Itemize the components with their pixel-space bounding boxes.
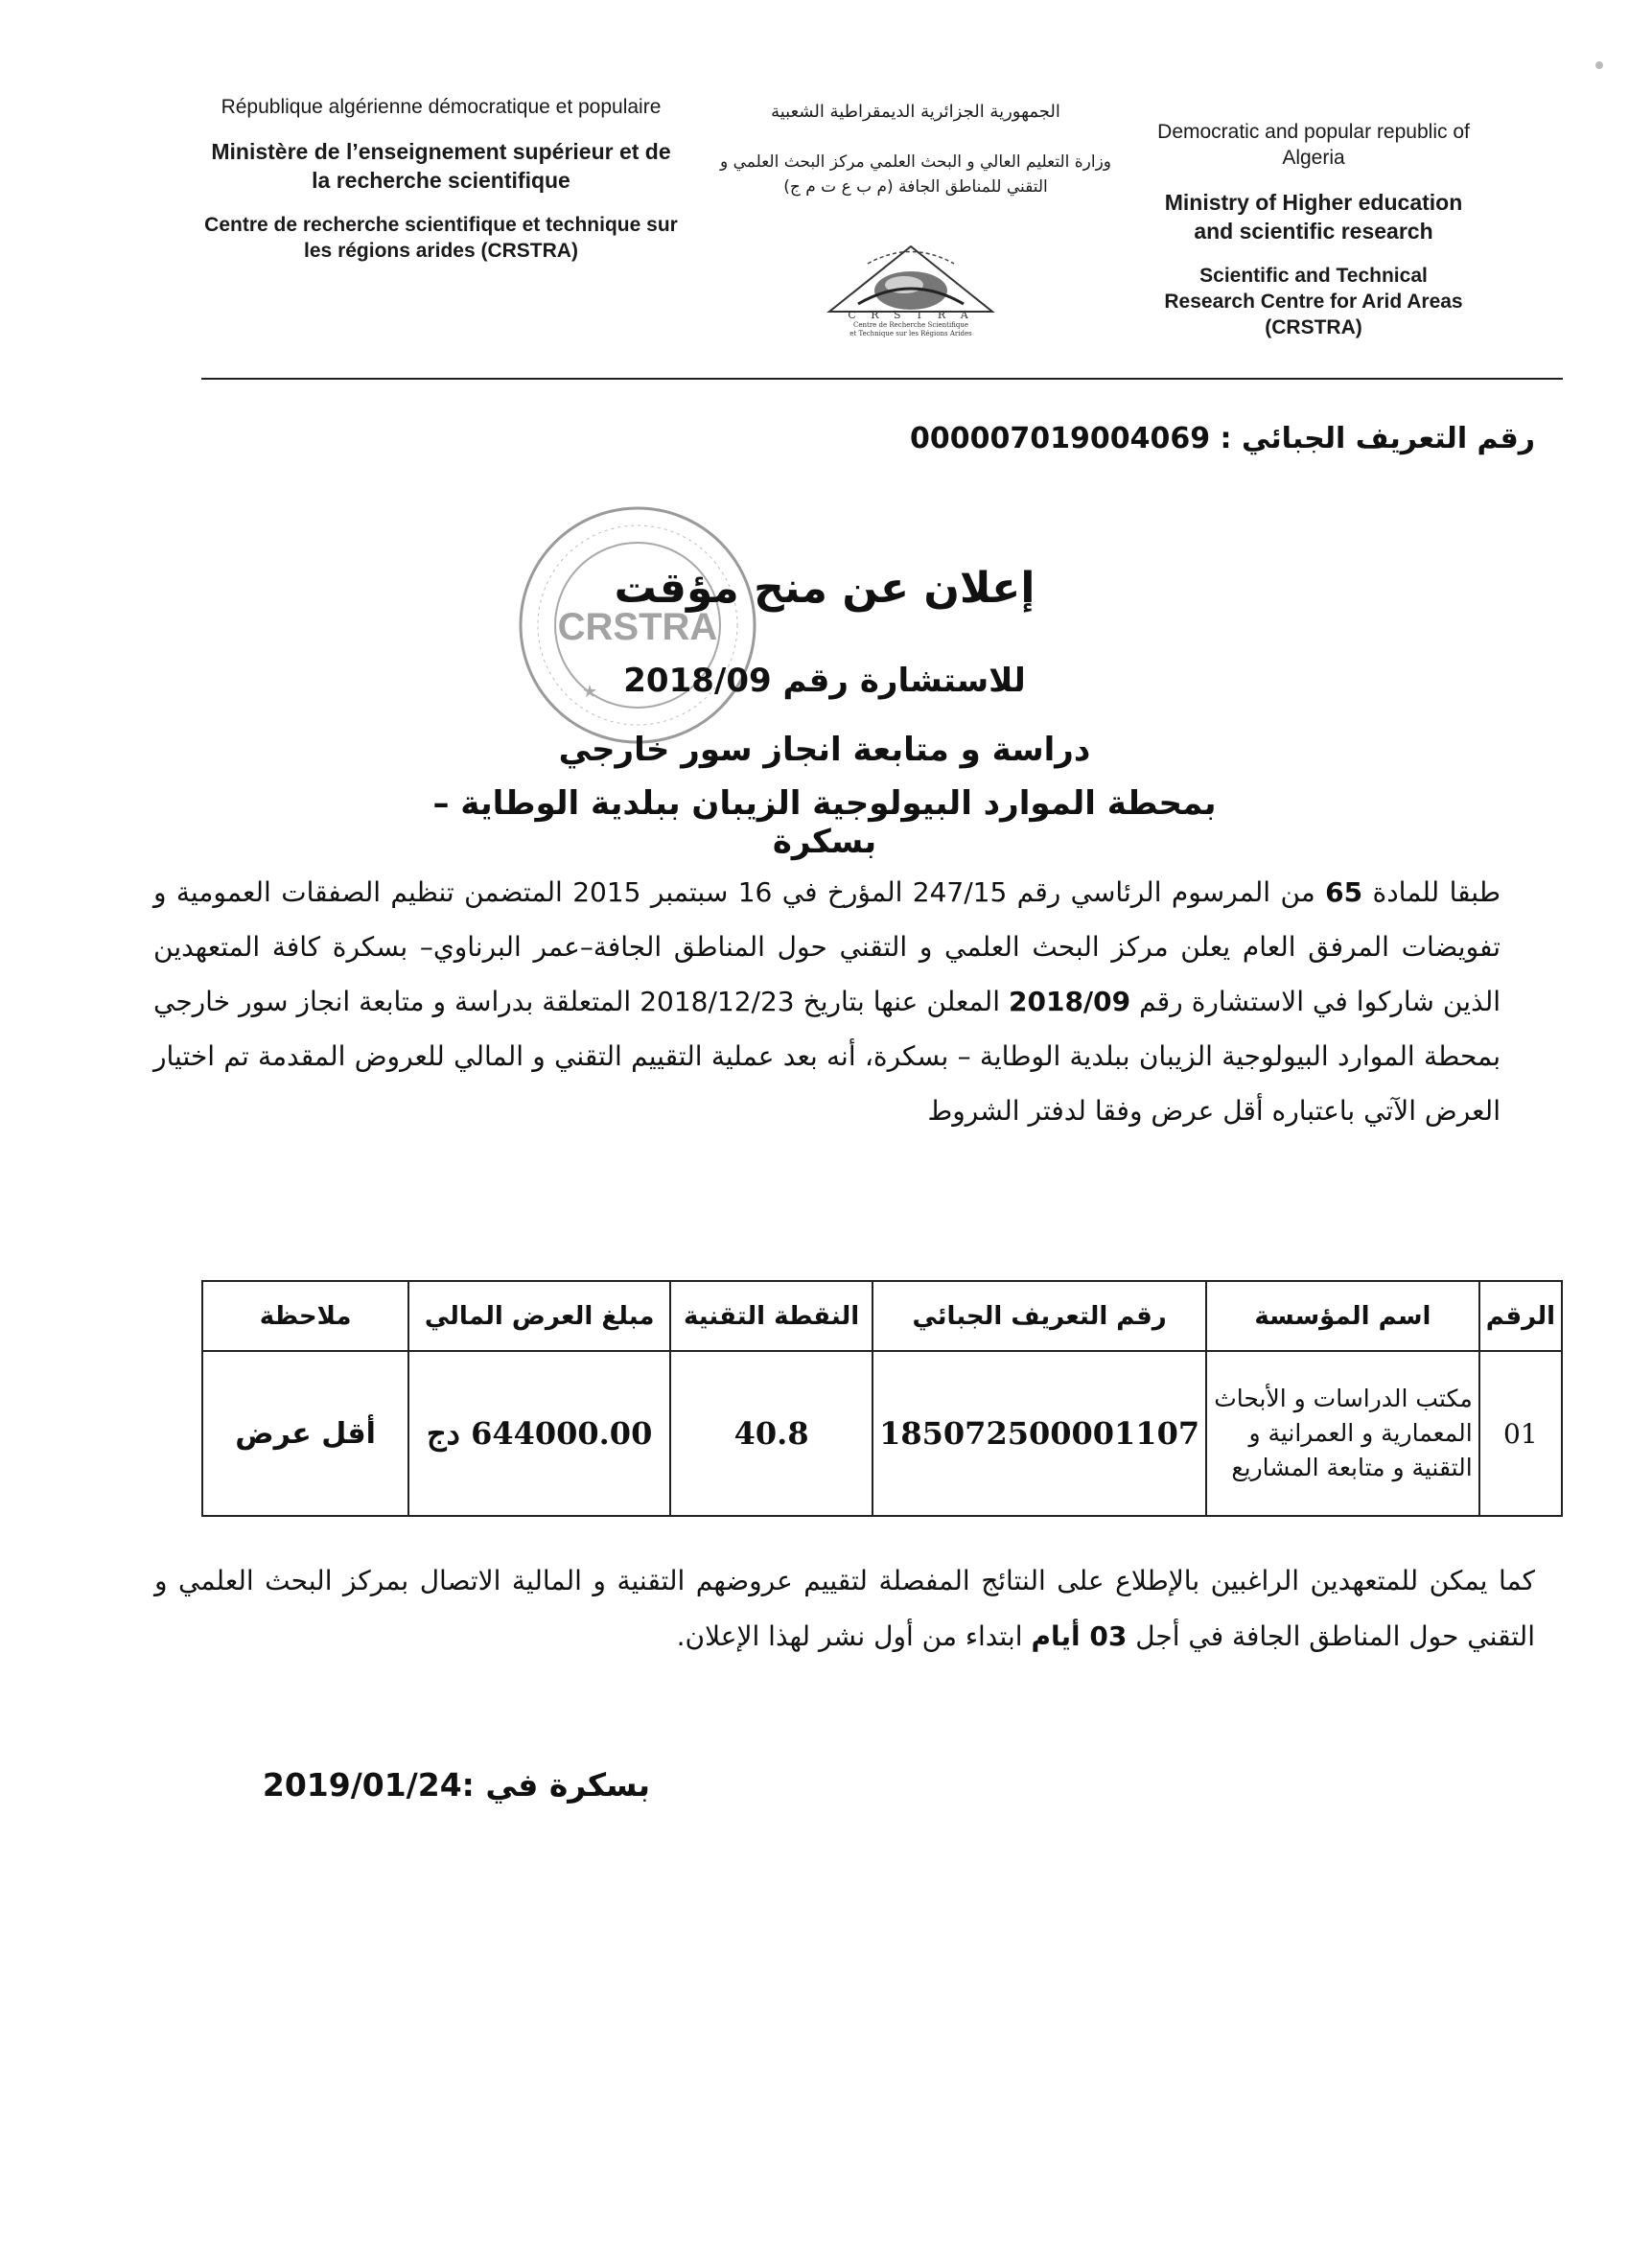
- header-fr-ministry: Ministère de l’enseignement supérieur et de la recherche scientifique: [211, 139, 671, 193]
- cell-tech-score: 40.8: [670, 1351, 873, 1516]
- closing-part1: كما يمكن للمتعهدين الراغبين بالإطلاع على النتائج المفصلة لتقييم عروضهم التقنية و المالية الاتصال بمركز البحث العلمي و التقني حول المناطق الجافة في أجل: [154, 1565, 1535, 1652]
- scan-mark: [1595, 61, 1603, 69]
- cell-amount: 644000.00 دج: [408, 1351, 670, 1516]
- cell-tax-id: 185072500001107: [873, 1351, 1206, 1516]
- object-line-2: بمحطة الموارد البيولوجية الزيبان ببلدية الوطاية – بسكرة: [432, 784, 1217, 861]
- tax-id-line: رقم التعريف الجبائي : 000007019004069: [909, 422, 1535, 455]
- object-line-1: دراسة و متابعة انجاز سور خارجي: [558, 731, 1091, 769]
- svg-text:★: ★: [582, 682, 598, 702]
- closing-paragraph: [154, 1553, 1535, 1665]
- announcement-paragraph: [153, 865, 1501, 1138]
- header-fr-republic: République algérienne démocratique et populaire: [221, 96, 662, 118]
- cell-num: 01: [1479, 1351, 1562, 1516]
- official-stamp-icon: [513, 501, 762, 750]
- header-institution: اسم المؤسسة: [1206, 1281, 1479, 1351]
- header-note: ملاحظة: [202, 1281, 408, 1351]
- header-amount: مبلغ العرض المالي: [408, 1281, 670, 1351]
- header-en-ministry: Ministry of Higher education and scientific research: [1164, 190, 1463, 244]
- consultation-number: 2018/09: [1009, 986, 1131, 1017]
- paragraph-part3: المعلن عنها بتاريخ 2018/12/23 المتعلقة بدراسة و متابعة انجاز سور خارجي بمحطة الموارد البيولوجية الزيبان ببلدية الوطاية – بسكرة، أنه بعد عملية التقييم التقني و المالي للعروض المقدمة تم اختيار العرض الآتي باعتباره أقل عرض وفقا لدفتر الشروط: [153, 986, 1501, 1127]
- closing-days: 03 أيام: [1031, 1620, 1128, 1652]
- header-en-centre: Scientific and Technical Research Centre for Arid Areas (CRSTRA): [1164, 265, 1463, 338]
- header-ar-ministry: وزارة التعليم العالي و البحث العلمي مركز البحث العلمي و التقني للمناطق الجافة (م ب ع ت م ج): [719, 152, 1112, 197]
- results-table: [201, 1280, 1563, 1517]
- logo-caption-line2: et Technique sur les Régions Arides: [849, 330, 972, 338]
- cell-note: أقل عرض: [202, 1351, 408, 1516]
- cell-institution: مكتب الدراسات و الأبحاث المعمارية و العمرانية و التقنية و متابعة المشاريع: [1206, 1351, 1479, 1516]
- paragraph-part2: من المرسوم الرئاسي رقم 247/15 المؤرخ في 16 سبتمبر 2015 المتضمن تنظيم الصفقات العمومية و تفويضات المرفق العام يعلن مركز البحث العلمي و التقني حول المناطق الجافة–عمر البرناوي– بسكرة كافة المتعهدين الذين شاركوا في الاستشارة رقم: [153, 876, 1501, 1017]
- header-french: [201, 94, 681, 264]
- header-divider: [201, 378, 1563, 380]
- stamp-text: CRSTRA: [557, 606, 718, 648]
- header-tax-id: رقم التعريف الجبائي: [873, 1281, 1206, 1351]
- consultation-subtitle: للاستشارة رقم 2018/09: [623, 662, 1026, 700]
- header-num: الرقم: [1479, 1281, 1562, 1351]
- page-title: إعلان عن منح مؤقت: [614, 564, 1035, 613]
- header-fr-centre: Centre de recherche scientifique et technique sur les régions arides (CRSTRA): [204, 214, 678, 262]
- paragraph-part1: طبقا للمادة: [1362, 876, 1501, 908]
- logo-caption: [781, 309, 1040, 338]
- logo-acronym: C R S T R A: [848, 309, 974, 321]
- article-number: 65: [1325, 876, 1363, 908]
- header-tech-score: النقطة التقنية: [670, 1281, 873, 1351]
- place-date: بسكرة في :2019/01/24: [262, 1766, 650, 1804]
- header-ar-republic: الجمهورية الجزائرية الديمقراطية الشعبية: [771, 102, 1060, 122]
- header-en-republic: Democratic and popular republic of Algeria: [1157, 121, 1470, 169]
- logo-caption-line1: Centre de Recherche Scientifique: [853, 321, 968, 329]
- table-row: [202, 1351, 1562, 1516]
- table-header-row: [202, 1281, 1562, 1351]
- closing-part2: ابتداء من أول نشر لهذا الإعلان.: [676, 1620, 1032, 1652]
- header-arabic: [705, 100, 1127, 199]
- header-english: [1155, 119, 1472, 340]
